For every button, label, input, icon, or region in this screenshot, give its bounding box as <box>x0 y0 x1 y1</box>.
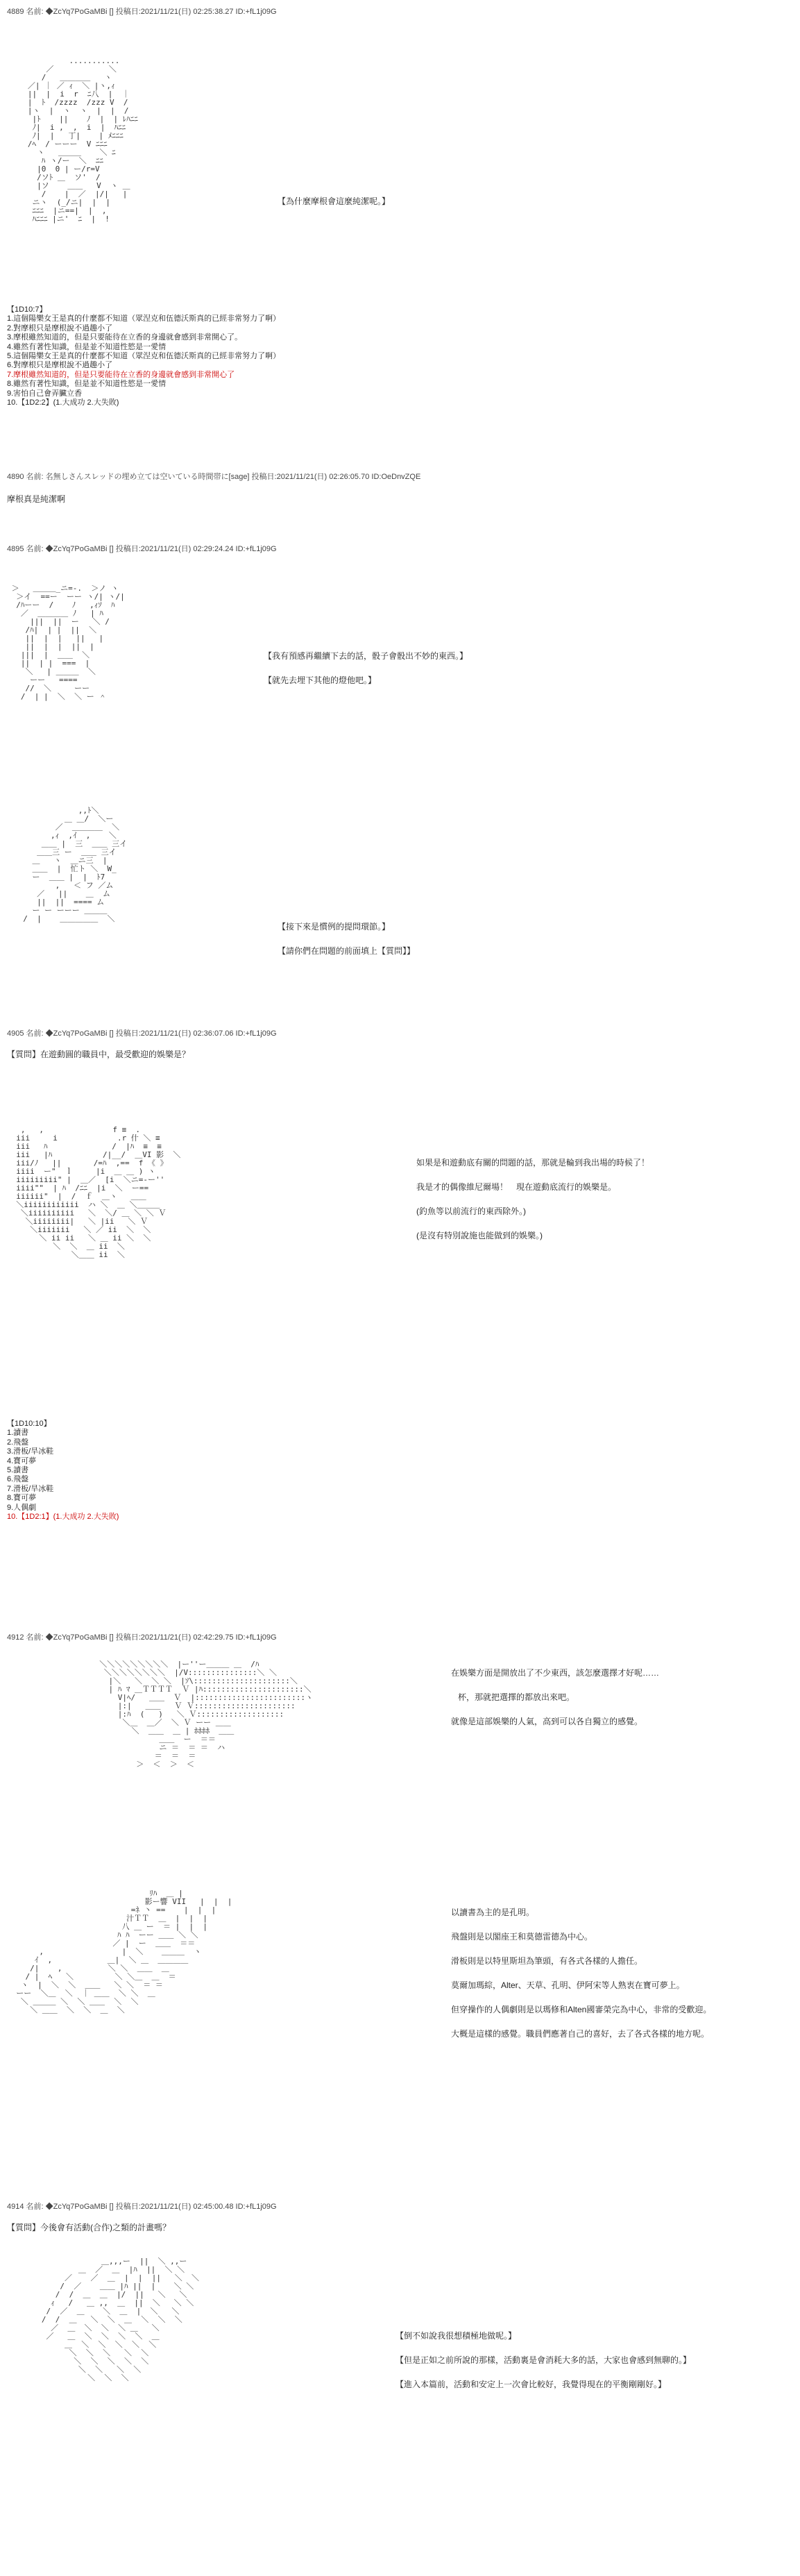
post-header: 4914 名前: ◆ZcYq7PoGaMBi [] 投稿日:2021/11/21(日) 02:45:00.48 ID:+fL1j09G <box>7 2203 277 2211</box>
list-item: 5.這個陽樂女王是真的什麼都不知道（眾涅克和伍德沃斯真的已經非常努力了啊） <box>7 352 281 361</box>
list-item: 6.對摩根只是摩根說不過趣小了 <box>7 361 113 370</box>
post-header: 4912 名前: ◆ZcYq7PoGaMBi [] 投稿日:2021/11/21(日) 02:42:29.75 ID:+fL1j09G <box>7 1633 277 1642</box>
post-note: 莫爾加瑪綜，Alter、天草、孔明、伊阿宋等人熟衷在寶可夢上。 <box>451 1980 685 1990</box>
reply-text: 摩根真是純潔啊 <box>7 494 66 504</box>
post-note: 杯，那就把選擇的都放出來吧。 <box>458 1692 575 1702</box>
post-note: 【倒不如說我很想積極地做呢。】 <box>395 2331 517 2341</box>
post-note: 以讀書為主的是孔明。 <box>451 1908 535 1917</box>
list-item: 8.寶可夢 <box>7 1494 37 1503</box>
list-item: 9.害怕自己會弄臟立香 <box>7 389 83 398</box>
ascii-art-character-5: ＿,,,ー || ＼ ,,ー ＿ ／ ＿ |ﾊ || ＼ ＼ ／ ／ ＿ | | || ＼ ＼ / ／ ＿＿ |ﾊ || | ＼ ＼ / / ＿ ＿ |/ || ＼ ＼ ｨ / ＿ ,, ＿ || ＼ ＼ ＼ / ／ ＿ ＼ ＿ | ＼ ＼ / / ＿ ＼ ＼ ＿ ＼ ＼ ＼ ／ ＿ ＼ ＼ ＼ ＿ ＼ ／ ＿ ＼ ＼ ＼ ＼ ＿ ＿ ＼ ＼ ＼ ＼ ＼ ＼ ＼ ＼ ＼ ＼ ＼ ＼ ＼ ＼ ＼ ＼ ＼ ＼ ＼ ＼ ＼ ＼ <box>41 2257 200 2382</box>
list-item: 4.寶可夢 <box>7 1456 37 1465</box>
list-item: 6.飛盤 <box>7 1475 29 1484</box>
reply-header: 4890 名前: 名無しさんスレッドの埋め立ては空いている時間帯に[sage] 投稿日:2021/11/21(日) 02:26:05.70 ID:OeDnvZQE <box>7 473 421 481</box>
post-header: 4889 名前: ◆ZcYq7PoGaMBi [] 投稿日:2021/11/21(日) 02:25:38.27 ID:+fL1j09G <box>7 8 277 16</box>
post-note: 但穿操作的人偶劇則是以瑪修和Alten國審榮完為中心，非常的受歡迎。 <box>451 2005 712 2014</box>
list-item: 7.滑板/旱冰鞋 <box>7 1484 54 1493</box>
post-4889 <box>0 0 800 507</box>
ascii-art-duo: , , f ≡ . iii i .r 什 ＼ ≡ iii ﾊ / |ﾊ ≡ ≡ iii |ﾊ /|__/ ＿VI 影 ＼ iii/ﾉ || /=ﾊ ,== f 《 》 iiii ー" ｌ |i ＿ ＿ ) ヽ iiiiiiiii" | ＿／ [i ＼ニ=-ー'' iiii"" | ﾊ /ﾆﾆ |i ＼ ー== iiiiii" | / ｆ ＿ヽ ＿＿ ＼iiiiiiiiiiii ハ ＼ ＿ ＼＿＿＿ ＼iiiiiiiiii ＼ ＼/ ＿ ＼ ＼ Ｖ ＼iiiiiiii| ＼ |ii ＼ Ｖ ＼iiiiiii ＼ ／ ii ＼ ＼ ＼ ii ii ＼ ＿ ii ＼ ＼ ＼ ＼ ＿ ii ＼ ＼＿＿ ii ＼ <box>16 1125 181 1259</box>
list-item: 3.摩根雖然知道的，但是只要能待在立香的身邊就會感到非常開心了。 <box>7 333 243 342</box>
list-item: 9.人偶劇 <box>7 1503 37 1512</box>
ascii-art-morgan: ........... ／ ＼ / ＿＿＿＿ ヽ ／| ｜ ／ ｨ ＼ |ヽ,ｨ || | i r ﾆ八 | ｜ | ﾄ /zzzz /zzz V / |ヽ | ヽ ヽ | | / |ﾄ || ﾉ | | ﾚﾊﾆﾆ ﾉ| i , , i | ﾊﾆﾆ ﾉ| | 丁| | ﾒﾆﾆﾆ /ﾍ / ーーー V ﾆﾆﾆ ヽ ＿＿＿ ＼ ﾆ ﾊ ヽ/ー ＼ ﾆﾆ |0 0 | ー/r=V /ソﾄ ＿ ソ' / |ソ ＿＿ V ヽ ＿ / | ／ |/| | ニヽ (_/ニ| | | ﾆﾆﾆ |ニ==| | , ﾊﾆﾆﾆ |ニ' ﾆ | ! <box>27 56 138 224</box>
list-item: 5.讀書 <box>7 1466 29 1475</box>
list-item: 10.【1D2:2】(1.大成功 2.大失敗) <box>7 398 119 407</box>
post-header: 4895 名前: ◆ZcYq7PoGaMBi [] 投稿日:2021/11/21(日) 02:29:24.24 ID:+fL1j09G <box>7 545 277 553</box>
list-item: 1.讀書 <box>7 1429 29 1438</box>
post-4914 <box>0 2200 800 2576</box>
dice-list <box>7 1420 119 1522</box>
post-note: 大概是這樣的感覺。職員們應著自己的喜好，去了各式各樣的地方呢。 <box>451 2029 710 2039</box>
post-note: 【但是正如之前所說的那樣，活動裏是會消耗大多的話，大家也會感到無聊的。】 <box>395 2355 692 2365</box>
post-4912 <box>0 1631 800 2200</box>
post-note: 就像是這部娛樂的人氣，高到可以各自獨立的感覺。 <box>451 1717 643 1726</box>
post-note: 在娛樂方面是開放出了不少東西，該怎麼選擇才好呢…… <box>451 1668 660 1678</box>
post-header: 4905 名前: ◆ZcYq7PoGaMBi [] 投稿日:2021/11/21(日) 02:36:07.06 ID:+fL1j09G <box>7 1029 277 1038</box>
post-note: 飛盤則是以閣座王和莫德雷德為中心。 <box>451 1932 593 1942</box>
post-note: 【請你們在問題的前面填上【質問】】 <box>278 946 416 956</box>
list-item: 8.雖然有著性知識，但是並不知道性慾是一愛情 <box>7 380 167 389</box>
question-text: 【質問】今後會有活動(合作)之類的計畫嗎？ <box>7 2223 171 2232</box>
post-4895 <box>0 534 800 1020</box>
ascii-art-character-4: ﾘﾊ ＿ | 影ー響 VII | | | =ﾈ 丶 == | | | 汁ＴＴ ＿ | | | 八 ＿ ー ＝ | | | ﾊ ﾊ ーー ＿＿ ＼ ＼ ／ | ー ＿＿ ＝＝ , | ＼ ＿＿＿ ヽ ｲ , ＿| ＼ ＿ ＿＿＿＿ /| , ＼ ＼ ＿＿ ＿ / | ﾍ ＼ ＼ ＼＿ ＿ ＝ ヽ | ＼ ＼ ＿＿ ＼ ＼ ＝ ＝ ーー ＼＿ ＼ ｜ ＿＿ ＼ ＼ ＿ ＼ ＿＿＿ ＼ ＼ ＿＿ ＼ ＼ ＼ ＿＿ ＼ ＼ ＿ ＼ <box>16 1889 232 2014</box>
ascii-art-character-2: ,,ﾄ＼ ＿ ＿/ ＼ー ／ ＿＿＿＿ ＼ ,ｨ ,ｲ , ＼ ＿＿ | 三 ＿＿ 三イ ＿＿三 ー ＿＿ 三イ ＿ ヽ ＿ニ三 | ＿＿ | 忙ト ＼ W_ ー ＿＿ | | ﾄ7 , ＜ フ ／ム ／ || ＿ ム || || ==== ム ー ー ーーー ＿＿＿ / | ＿＿＿＿＿ ＼ <box>23 806 128 923</box>
post-note: 如果是和遊動底有關的問題的話，那就是輪到我出場的時候了！ <box>416 1158 650 1168</box>
list-item: 【1D10:7】 <box>7 305 47 314</box>
post-note: 【接下來是慣例的提問環節。】 <box>278 922 391 932</box>
list-item: 2.對摩根只是摩根說不過趣小了 <box>7 323 113 332</box>
ascii-art-character-3: ＼＼＼＼＼＼＼＼＼ |ー''ー＿＿＿ ＿ /ﾊ ＼＼＼＼＼＼＼＼ |/V:::::::::::::::＼ ＼ |＼ ＼ ＼ ＼ |ｿ\:::::::::::::::::::::＼ | ﾊ ﾏ ＿ＴＴＴＴ Ｖ |ﾊ::::::::::::::::::::::＼ V|ﾍ/ ＿＿ Ｖ |::::::::::::::::::::::::ヽ |:| ＿＿ Ｖ Ｖ:::::::::::::::::::::: |:ﾊ ( ) ＼ Ｖ::::::::::::::::::: ＼＿ ＿／ ＼ Ｖ ーー ＿＿ ＼ ＿＿ ＿ | ﾎﾎﾎﾎ ＿＿ ＿＿ ー ＝＝ ニ ＝ ＝ ＝ ハ ＝ ＝ ＝ ＞ ＜ ＞ ＜ <box>99 1660 314 1769</box>
post-note: (釣魚等以前流行的東西除外。) <box>416 1206 526 1216</box>
dice-list <box>7 305 280 407</box>
post-note: 【就先去埋下其他的燈他吧。】 <box>264 675 377 685</box>
question-text: 【質問】在遊動圓的職員中，最受歡迎的娛樂是？ <box>7 1050 191 1059</box>
list-item: 4.雖然有著性知識，但是並不知道性慾是一愛情 <box>7 342 167 351</box>
list-item: 【1D10:10】 <box>7 1420 51 1428</box>
list-item: 2.飛盤 <box>7 1438 29 1447</box>
post-note: (是沒有特別說施也能做到的娛樂。) <box>416 1231 543 1240</box>
list-item: 3.滑板/旱冰鞋 <box>7 1447 54 1456</box>
post-note: 滑板則是以特里斯坦為筆頭，有各式各樣的人擔任。 <box>451 1956 643 1966</box>
ascii-art-character-1: ＞ ＿＿＿_ニ=-. ＞ノ ヽ ＞イ ==ー ーー ヽ/| ヽ/| /ﾊーー / ﾉ ,ｨｿ ﾊ ／ ＿＿＿＿ ﾉ | ﾊ ||| || ー ＼ / /ﾊ| | | || ＼ || | | || | || | | || | ||| | ＿＿ ＼ || | | === | ＼ | ＿＿＿ ＼ ーー ==== // ＼ ーー / | | ＼ ＼ ー ＾ <box>11 584 125 701</box>
list-item: 1.這個陽樂女王是真的什麼都不知道（眾涅克和伍德沃斯真的已經非常努力了啊） <box>7 314 281 323</box>
list-item-selected: 10.【1D2:1】(1.大成功 2.大失敗) <box>7 1513 119 1522</box>
post-note: 【為什麼摩根會這麼純潔呢。】 <box>278 196 391 206</box>
post-note: 【我有預感再繼續下去的話，骰子會骰出不妙的東西。】 <box>264 651 468 661</box>
list-item-selected: 7.摩根雖然知道的，但是只要能待在立香的身邊就會感到非常開心了 <box>7 370 235 379</box>
post-note: 我是才的偶像維尼爾場！ 現在遊動底流行的娛樂是。 <box>416 1182 617 1192</box>
post-note: 【進入本篇前，活動和安定上一次會比較好，我覺得現在的平衡剛剛好。】 <box>395 2380 667 2389</box>
post-4905 <box>0 1020 800 1631</box>
